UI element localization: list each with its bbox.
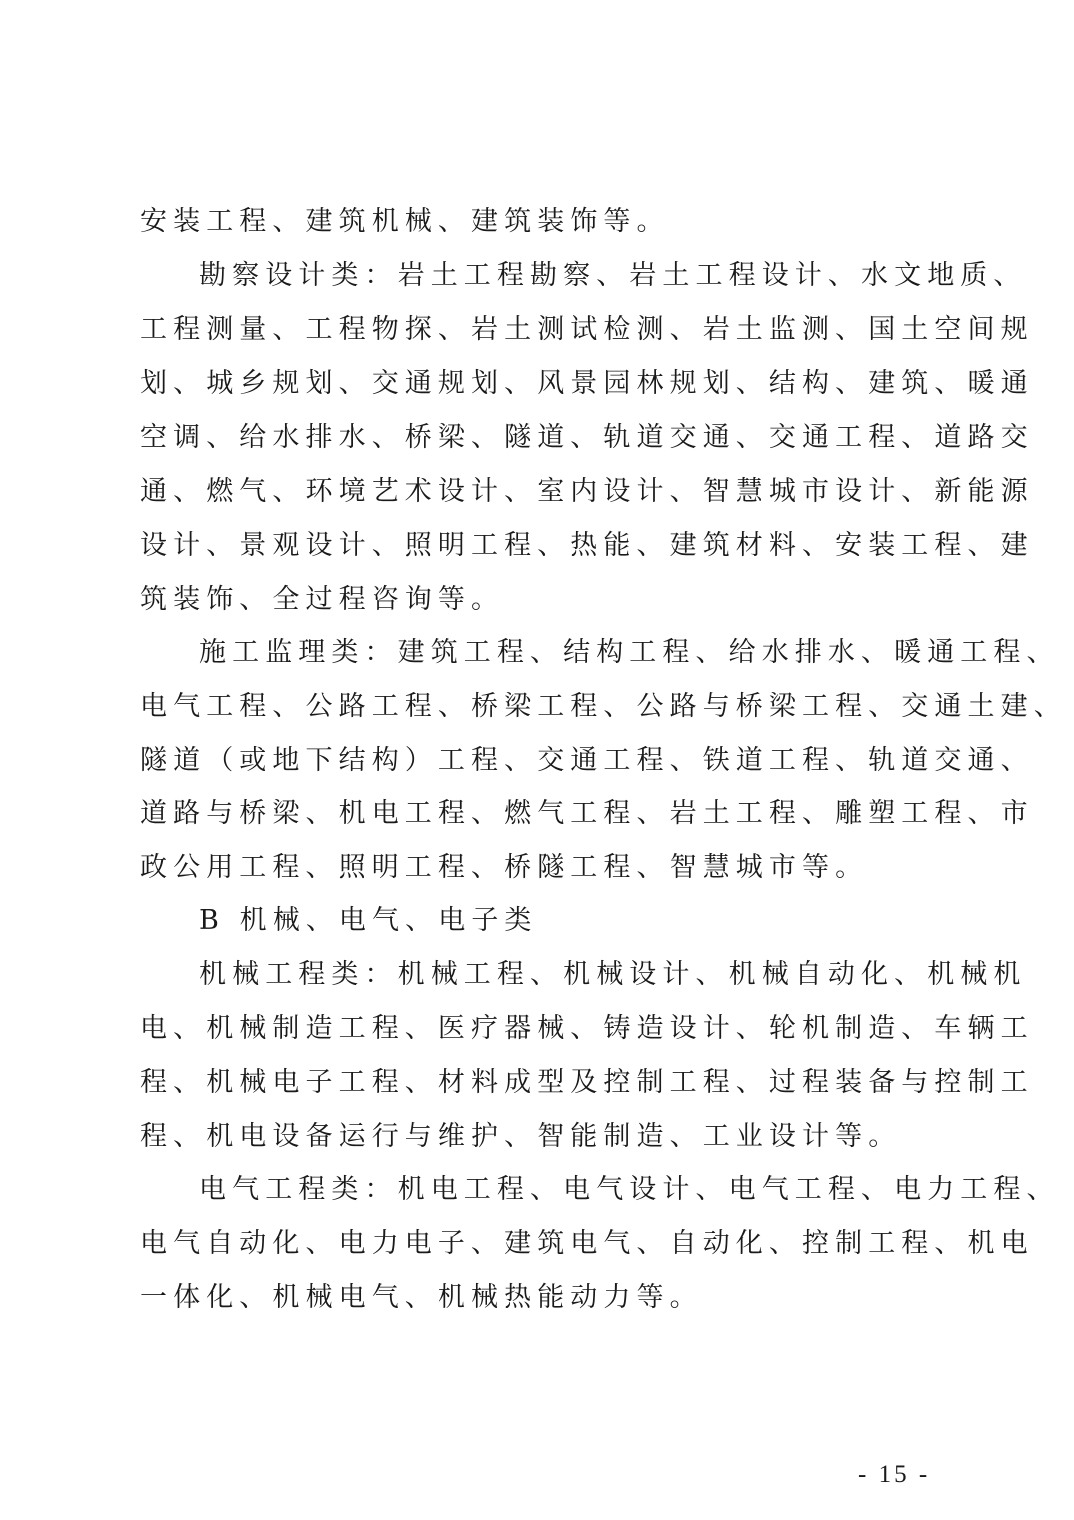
text-line-21: 一体化、机械电气、机械热能动力等。 (140, 1282, 703, 1313)
text-line-9: 施工监理类：建筑工程、结构工程、给水排水、暖通工程、 (199, 637, 1060, 668)
text-line-13: 政公用工程、照明工程、桥隧工程、智慧城市等。 (140, 852, 869, 883)
text-line-2: 勘察设计类：岩土工程勘察、岩土工程设计、水文地质、 (199, 260, 1027, 291)
text-line-16: 电、机械制造工程、医疗器械、铸造设计、轮机制造、车辆工 (140, 1013, 1034, 1044)
text-line-10: 电气工程、公路工程、桥梁工程、公路与桥梁工程、交通土建、 (140, 691, 1067, 722)
text-line-18: 程、机电设备运行与维护、智能制造、工业设计等。 (140, 1121, 902, 1152)
text-line-6: 通、燃气、环境艺术设计、室内设计、智慧城市设计、新能源 (140, 476, 1034, 507)
text-line-20: 电气自动化、电力电子、建筑电气、自动化、控制工程、机电 (140, 1228, 1034, 1259)
text-line-17: 程、机械电子工程、材料成型及控制工程、过程装备与控制工 (140, 1067, 1034, 1098)
text-line-11: 隧道（或地下结构）工程、交通工程、铁道工程、轨道交通、 (140, 745, 1034, 776)
text-line-5: 空调、给水排水、桥梁、隧道、轨道交通、交通工程、道路交 (140, 422, 1034, 453)
text-line-19: 电气工程类：机电工程、电气设计、电气工程、电力工程、 (199, 1174, 1060, 1205)
text-line-4: 划、城乡规划、交通规划、风景园林规划、结构、建筑、暖通 (140, 368, 1034, 399)
text-line-7: 设计、景观设计、照明工程、热能、建筑材料、安装工程、建 (140, 530, 1034, 561)
text-line-15: 机械工程类：机械工程、机械设计、机械自动化、机械机 (199, 959, 1027, 990)
text-line-12: 道路与桥梁、机电工程、燃气工程、岩土工程、雕塑工程、市 (140, 798, 1034, 829)
text-line-8: 筑装饰、全过程咨询等。 (140, 584, 505, 615)
section-heading-b: B 机械、电气、电子类 (199, 905, 538, 936)
text-line-1: 安装工程、建筑机械、建筑装饰等。 (140, 206, 670, 237)
page-number: - 15 - (858, 1461, 931, 1488)
text-line-3: 工程测量、工程物探、岩土测试检测、岩土监测、国土空间规 (140, 314, 1034, 345)
